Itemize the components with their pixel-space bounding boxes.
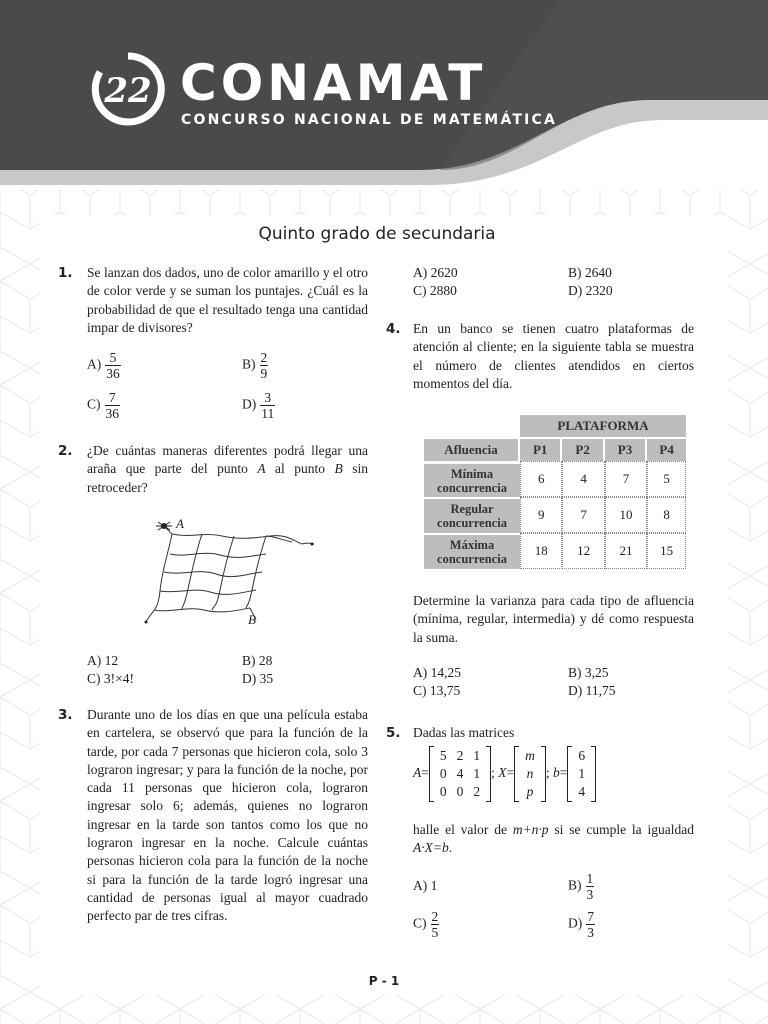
table-cell: 8 — [647, 497, 686, 533]
page-number: P - 1 — [368, 974, 400, 988]
option-c[interactable]: C) $\frac{7}{36}$ — [87, 390, 119, 421]
answer-options-q2 — [87, 652, 370, 692]
point-a-label: A — [176, 516, 184, 531]
option-d[interactable]: D) 2320 — [568, 283, 613, 298]
row-header: Afluencia — [424, 437, 520, 461]
table-cell: 15 — [647, 533, 686, 569]
matrix-a: 5 2 1 0 4 1 0 0 2 — [429, 746, 491, 802]
matrix-x: m n p — [514, 746, 546, 802]
brand-name: CONAMAT — [180, 54, 487, 112]
brand-subtitle: CONCURSO NACIONAL DE MATEMÁTICA — [181, 112, 558, 128]
col-p3: P3 — [605, 437, 647, 461]
row-label-regular: Regular concurrencia — [424, 497, 520, 533]
col-p2: P2 — [562, 437, 604, 461]
matrix-b: 6 1 4 — [567, 746, 596, 802]
question-4-prompt: Determine la varianza para cada tipo de afluencia (mínima, regular, intermedia) y dé como respuesta la suma. — [413, 593, 694, 645]
option-d[interactable]: D) $\frac{7}{3}$ — [568, 909, 594, 940]
question-5 — [386, 724, 698, 742]
question-text: Se lanzan dos dados, uno de color amarillo y el otro de color verde y se suman los puntajes. ¿Cuál es la probabilidad de que el resultado tenga una cantidad impar de divisores? — [87, 265, 368, 335]
matrix-b-name: b — [553, 765, 560, 781]
answer-options-q3 — [413, 264, 696, 304]
option-a[interactable]: A) $\frac{5}{36}$ — [87, 350, 120, 381]
table-cell: 21 — [605, 533, 647, 569]
table-cell: 10 — [605, 497, 647, 533]
matrix-x-name: X — [498, 765, 507, 781]
group-header: PLATAFORMA — [520, 415, 686, 437]
badge-number: 22 — [104, 71, 152, 111]
col-p4: P4 — [647, 437, 686, 461]
table-cell: 6 — [520, 461, 562, 497]
question-4 — [386, 320, 698, 393]
tema-text: Tema — [638, 128, 691, 149]
q5-continued — [413, 821, 696, 951]
row-label-maxima: Máxima concurrencia — [424, 533, 520, 569]
table-cell: 5 — [647, 461, 686, 497]
question-5-prompt: halle el valor de m+n·p si se cumple la igualdad A·X=b. — [413, 822, 694, 856]
question-text: En un banco se tienen cuatro plataformas de atención al cliente; en la siguiente tabla se muestra el número de clientes atendidos en ciertos momentos del día. — [413, 321, 694, 391]
table-cell: 7 — [605, 461, 647, 497]
option-b[interactable]: B) 2640 — [568, 265, 612, 280]
option-b[interactable]: B) 28 — [242, 653, 273, 668]
option-a[interactable]: A) 1 — [413, 878, 438, 893]
tema-letter: P — [695, 122, 713, 150]
option-a[interactable]: A) 2620 — [413, 265, 458, 280]
option-a[interactable]: A) 14,25 — [413, 665, 461, 680]
question-number: 1. — [58, 265, 73, 281]
col-p1: P1 — [520, 437, 562, 461]
question-2 — [58, 442, 370, 497]
matrix-definitions: A= 5 2 1 0 4 1 0 0 2 ; X= m n p ; b= 6 1 4 — [413, 746, 596, 802]
page-title: Quinto grado de secundaria — [258, 224, 496, 244]
option-c[interactable]: C) $\frac{2}{5}$ — [413, 909, 439, 940]
left-column — [58, 264, 370, 964]
table-cell: 18 — [520, 533, 562, 569]
answer-options-q5 — [413, 871, 696, 951]
question-text: Dadas las matrices — [413, 725, 515, 740]
conamat-logo-icon — [88, 52, 168, 126]
question-number: 5. — [386, 725, 401, 741]
option-d[interactable]: D) $\frac{3}{11}$ — [242, 390, 275, 421]
question-number: 4. — [386, 321, 401, 337]
question-number: 3. — [58, 707, 73, 723]
option-b[interactable]: B) 3,25 — [568, 665, 609, 680]
answer-options — [87, 350, 370, 430]
point-b-label: B — [248, 612, 256, 626]
option-d[interactable]: D) 35 — [242, 671, 274, 686]
platform-table — [424, 415, 686, 569]
table-cell: 4 — [562, 461, 604, 497]
question-3 — [58, 706, 370, 926]
answer-options-q4 — [413, 664, 696, 704]
option-c[interactable]: C) 2880 — [413, 283, 457, 298]
option-b[interactable]: B) $\frac{1}{3}$ — [568, 871, 594, 902]
question-number: 2. — [58, 443, 73, 459]
row-label-minima: Mínima concurrencia — [424, 461, 520, 497]
option-c[interactable]: C) 13,75 — [413, 683, 461, 698]
matrix-a-name: A — [413, 765, 422, 781]
spider-grid-figure — [142, 514, 314, 626]
question-text: Durante uno de los días en que una película estaba en cartelera, se observó que para la función de la tarde, por cada 7 personas que hicieron cola, solo 3 lograron ingresar; y para la función de la noche, por cada 11 personas que hicieron cola, lograron ingresar solo 6; además, quienes no lograron ingresar en la tarde son tantos como los que no lograron ingresar en la noche. Calcule cuántas personas hicieron cola para la función de la noche si para la función de la tarde logró ingresar una cantidad de personas igual al mayor cuadrado perfecto par de tres cifras. — [87, 707, 368, 924]
option-b[interactable]: B) $\frac{2}{9}$ — [242, 350, 268, 381]
option-c[interactable]: C) 3!×4! — [87, 671, 134, 686]
tema-label — [638, 122, 713, 150]
table-cell: 12 — [562, 533, 604, 569]
question-1 — [58, 264, 370, 421]
option-a[interactable]: A) 12 — [87, 653, 119, 668]
question-text: ¿De cuántas maneras diferentes podrá llegar una araña que parte del punto A al punto B sin retroceder? — [87, 443, 368, 495]
table-cell: 7 — [562, 497, 604, 533]
option-d[interactable]: D) 11,75 — [568, 683, 616, 698]
table-cell: 9 — [520, 497, 562, 533]
